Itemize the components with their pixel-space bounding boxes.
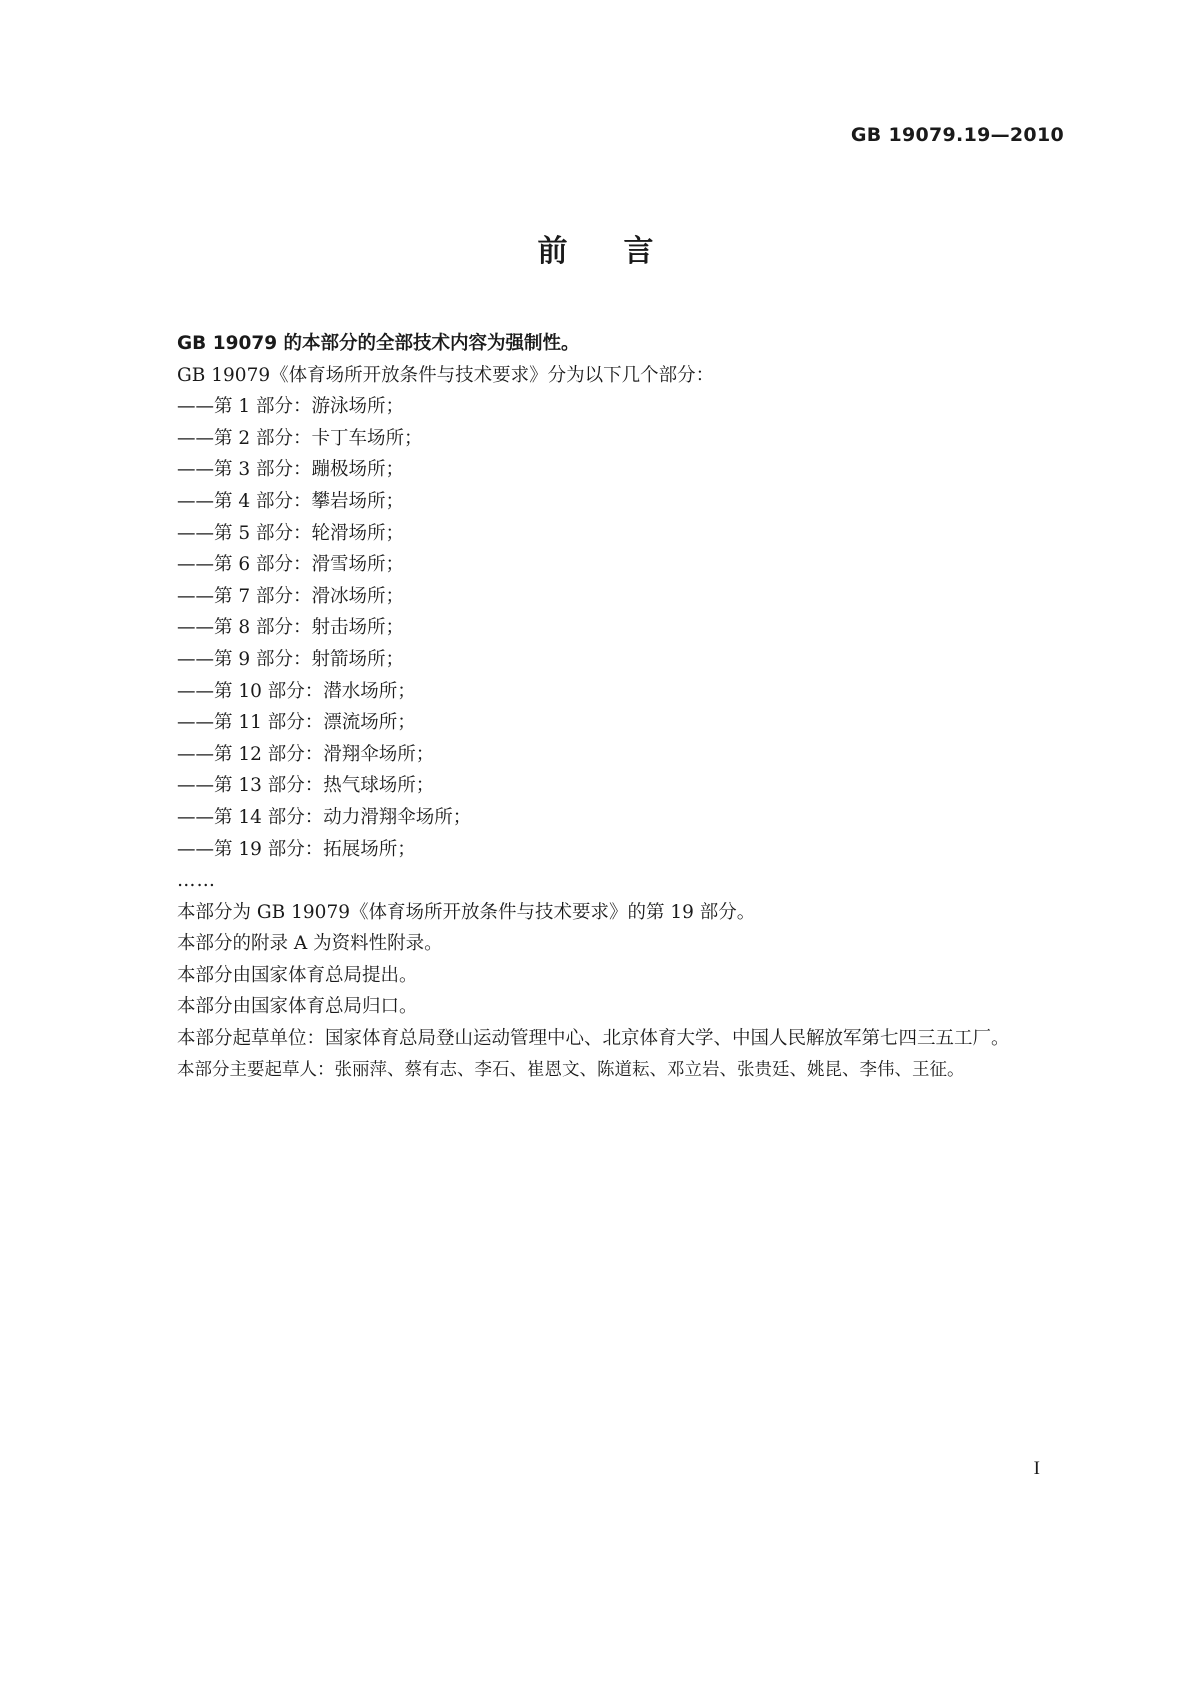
drafting-units-paragraph: 本部分起草单位：国家体育总局登山运动管理中心、北京体育大学、中国人民解放军第七四三五工厂。: [177, 1028, 1010, 1050]
list-ellipsis: ……: [177, 870, 216, 892]
page-number: I: [1033, 1458, 1040, 1479]
centralized-by-paragraph: 本部分由国家体育总局归口。: [177, 996, 418, 1018]
mandatory-statement: GB 19079 的本部分的全部技术内容为强制性。: [177, 333, 580, 354]
list-item: ——第 6 部分：滑雪场所；: [177, 554, 405, 576]
list-item: ——第 13 部分：热气球场所；: [177, 775, 435, 797]
foreword-body: [128, 328, 1072, 1086]
intro-paragraph: GB 19079《体育场所开放条件与技术要求》分为以下几个部分：: [177, 364, 715, 386]
standard-code: GB 19079.19—2010: [850, 124, 1064, 146]
annex-paragraph: 本部分的附录 A 为资料性附录。: [177, 933, 443, 955]
list-item: ——第 7 部分：滑冰场所；: [177, 585, 405, 607]
list-item: ——第 14 部分：动力滑翔伞场所；: [177, 806, 472, 828]
list-item: ——第 1 部分：游泳场所；: [177, 396, 405, 418]
list-item: ——第 3 部分：蹦极场所；: [177, 459, 405, 481]
list-item: ——第 11 部分：漂流场所；: [177, 712, 416, 734]
list-item: ——第 10 部分：潜水场所；: [177, 680, 416, 702]
list-item: ——第 8 部分：射击场所；: [177, 617, 405, 639]
list-item: ——第 9 部分：射箭场所；: [177, 648, 405, 670]
list-item: ——第 5 部分：轮滑场所；: [177, 522, 405, 544]
drafters-paragraph: 本部分主要起草人：张丽萍、蔡有志、李石、崔恩文、陈道耘、邓立岩、张贵廷、姚昆、李伟、王征。: [177, 1059, 965, 1080]
page-title: 前言: [537, 234, 710, 269]
list-item: ——第 12 部分：滑翔伞场所；: [177, 743, 435, 765]
list-item: ——第 19 部分：拓展场所；: [177, 838, 416, 860]
parts-list: [128, 391, 1072, 865]
list-item: ——第 4 部分：攀岩场所；: [177, 490, 405, 512]
proposed-by-paragraph: 本部分由国家体育总局提出。: [177, 964, 418, 986]
this-part-paragraph: 本部分为 GB 19079《体育场所开放条件与技术要求》的第 19 部分。: [177, 901, 756, 923]
list-item: ——第 2 部分：卡丁车场所；: [177, 427, 423, 449]
